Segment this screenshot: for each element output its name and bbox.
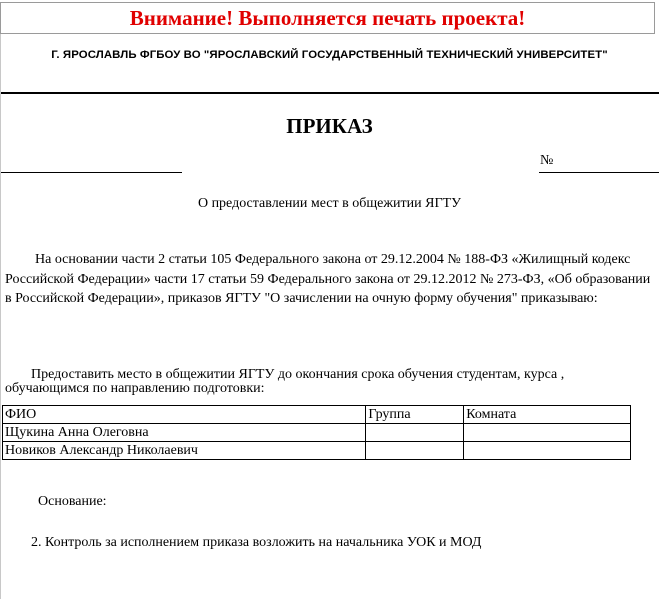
number-line: [539, 172, 659, 173]
document-title: ПРИКАЗ: [286, 114, 373, 138]
table-header-row: [3, 406, 631, 424]
provide-paragraph: [5, 368, 655, 396]
table-row: [3, 424, 631, 442]
student-name: Новиков Александр Николаевич: [3, 442, 366, 460]
student-name: Щукина Анна Олеговна: [3, 424, 366, 442]
student-room: [464, 424, 631, 442]
provide-line-2: обучающимся по направлению подготовки:: [5, 381, 265, 396]
student-group: [366, 424, 464, 442]
date-line: [1, 172, 182, 173]
provide-line-1: Предоставить место в общежитии ЯГТУ до окончания срока обучения студентам, курса ,: [31, 367, 565, 382]
order-subject: О предоставлении мест в общежитии ЯГТУ: [197, 196, 462, 211]
column-header-room: Комната: [464, 406, 631, 424]
control-clause: 2. Контроль за исполнением приказа возложить на начальника УОК и МОД: [31, 535, 482, 550]
student-room: [464, 442, 631, 460]
students-table: [2, 405, 631, 460]
column-header-group: Группа: [366, 406, 464, 424]
number-sign: №: [540, 153, 554, 168]
header-divider: [1, 92, 659, 94]
print-warning-banner: Внимание! Выполняется печать проекта!: [0, 2, 655, 34]
column-header-name: ФИО: [3, 406, 366, 424]
student-group: [366, 442, 464, 460]
legal-basis-paragraph: [5, 250, 655, 309]
legal-basis-text: На основании части 2 статьи 105 Федерального закона от 29.12.2004 № 188-ФЗ «Жилищный кодекс Российской Федерации» части 17 статьи 59 Федерального закона от 29.12.2012 № 273-ФЗ, «Об образовании в Российской Федерации», приказов ЯГТУ "О зачислении на очную форму обучения" приказываю:: [5, 252, 651, 306]
basis-label: Основание:: [38, 494, 107, 509]
table-row: [3, 442, 631, 460]
organization-header: Г. ЯРОСЛАВЛЬ ФГБОУ ВО "ЯРОСЛАВСКИЙ ГОСУДАРСТВЕННЫЙ ТЕХНИЧЕСКИЙ УНИВЕРСИТЕТ": [51, 49, 608, 61]
